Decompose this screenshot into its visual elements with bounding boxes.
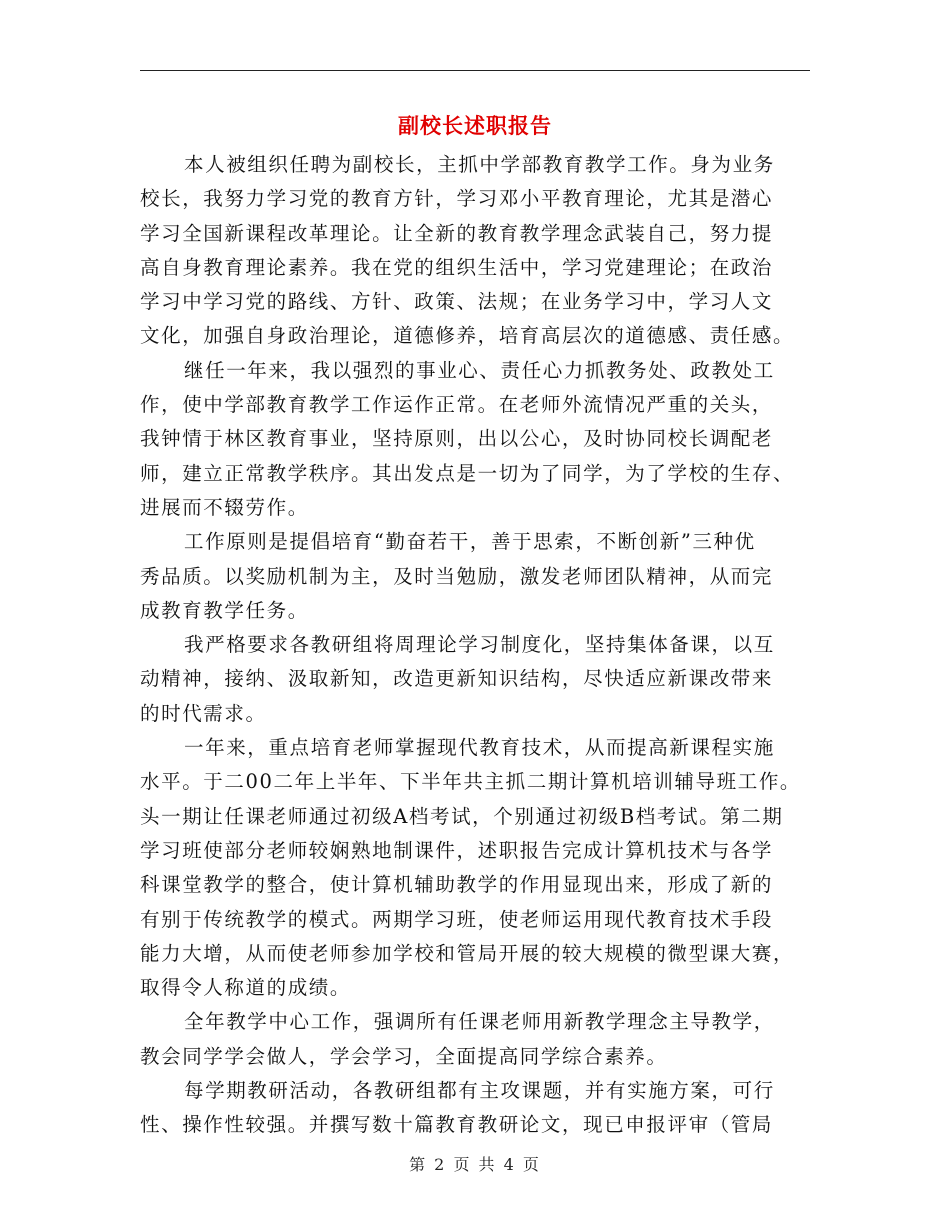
text-line: 有别于传统教学的模式。两期学习班，使老师运用现代教育技术手段 bbox=[140, 907, 774, 931]
text-line: 性、操作性较强。并撰写数十篇教育教研论文，现已申报评审（管局 bbox=[140, 1113, 774, 1137]
paragraph-1 bbox=[140, 148, 810, 354]
text-line: 水平。于二00二年上半年、下半年共主抓二期计算机培训辅导班工作。 bbox=[140, 770, 802, 794]
text-line: 本人被组织任聘为副校长，主抓中学部教育教学工作。身为业务 bbox=[184, 153, 775, 176]
paragraph-3 bbox=[140, 525, 810, 628]
text-line: 继任一年来，我以强烈的事业心、责任心力抓教务处、政教处工 bbox=[184, 358, 775, 382]
text-line: 取得令人称道的成绩。 bbox=[140, 976, 352, 1000]
text-line: 成教育教学任务。 bbox=[140, 598, 309, 622]
paragraph-4 bbox=[140, 628, 810, 731]
text-line: 一年来，重点培育老师掌握现代教育技术，从而提高新课程实施 bbox=[184, 736, 775, 760]
paragraph-5 bbox=[140, 731, 810, 1005]
text-line: 学习班使部分老师较娴熟地制课件，述职报告完成计算机技术与各学 bbox=[140, 838, 774, 862]
document-body bbox=[140, 148, 810, 1143]
text-line: 我严格要求各教研组将周理论学习制度化，坚持集体备课，以互 bbox=[184, 633, 775, 657]
text-line: 动精神，接纳、汲取新知，改造更新知识结构，尽快适应新课改带来 bbox=[140, 667, 774, 691]
paragraph-7 bbox=[140, 1074, 810, 1143]
text-line: 全年教学中心工作，强调所有任课老师用新教学理念主导教学， bbox=[184, 1010, 775, 1034]
text-line: 学习中学习党的路线、方针、政策、法规；在业务学习中，学习人文 bbox=[140, 290, 774, 314]
text-line: 学习全国新课程改革理论。让全新的教育教学理念武装自己，努力提 bbox=[140, 221, 774, 245]
paragraph-2 bbox=[140, 354, 810, 525]
header-rule bbox=[140, 70, 810, 71]
page-number: 第 2 页 共 4 页 bbox=[409, 1155, 541, 1174]
text-line: 高自身教育理论素养。我在党的组织生活中，学习党建理论；在政治 bbox=[140, 255, 774, 279]
text-line: 教会同学学会做人，学会学习，全面提高同学综合素养。 bbox=[140, 1044, 668, 1068]
text-line: 每学期教研活动，各教研组都有主攻课题，并有实施方案，可行 bbox=[184, 1079, 775, 1103]
document-title: 副校长述职报告 bbox=[398, 113, 552, 138]
text-line: 能力大增，从而使老师参加学校和管局开展的较大规模的微型课大赛， bbox=[140, 941, 795, 965]
text-line: 进展而不辍劳作。 bbox=[140, 495, 309, 519]
text-line: 我钟情于林区教育事业，坚持原则，出以公心，及时协同校长调配老 bbox=[140, 427, 774, 451]
text-line: 文化，加强自身政治理论，道德修养，培育高层次的道德感、责任感。 bbox=[140, 324, 795, 348]
text-line: 校长，我努力学习党的教育方针，学习邓小平教育理论，尤其是潜心 bbox=[140, 187, 774, 211]
paragraph-6 bbox=[140, 1005, 810, 1074]
text-line: 科课堂教学的整合，使计算机辅助教学的作用显现出来，形成了新的 bbox=[140, 873, 774, 897]
text-line: 秀品质。以奖励机制为主，及时当勉励，激发老师团队精神，从而完 bbox=[140, 564, 774, 588]
text-line: 师，建立正常教学秩序。其出发点是一切为了同学，为了学校的生存、 bbox=[140, 461, 795, 485]
text-line: 头一期让任课老师通过初级A档考试，个别通过初级B档考试。第二期 bbox=[140, 804, 784, 828]
text-line: 的时代需求。 bbox=[140, 701, 267, 725]
text-line: 工作原则是提倡培育“勤奋若干，善于思索，不断创新”三种优 bbox=[184, 530, 756, 554]
text-line: 作，使中学部教育教学工作运作正常。在老师外流情况严重的关头， bbox=[140, 393, 774, 417]
